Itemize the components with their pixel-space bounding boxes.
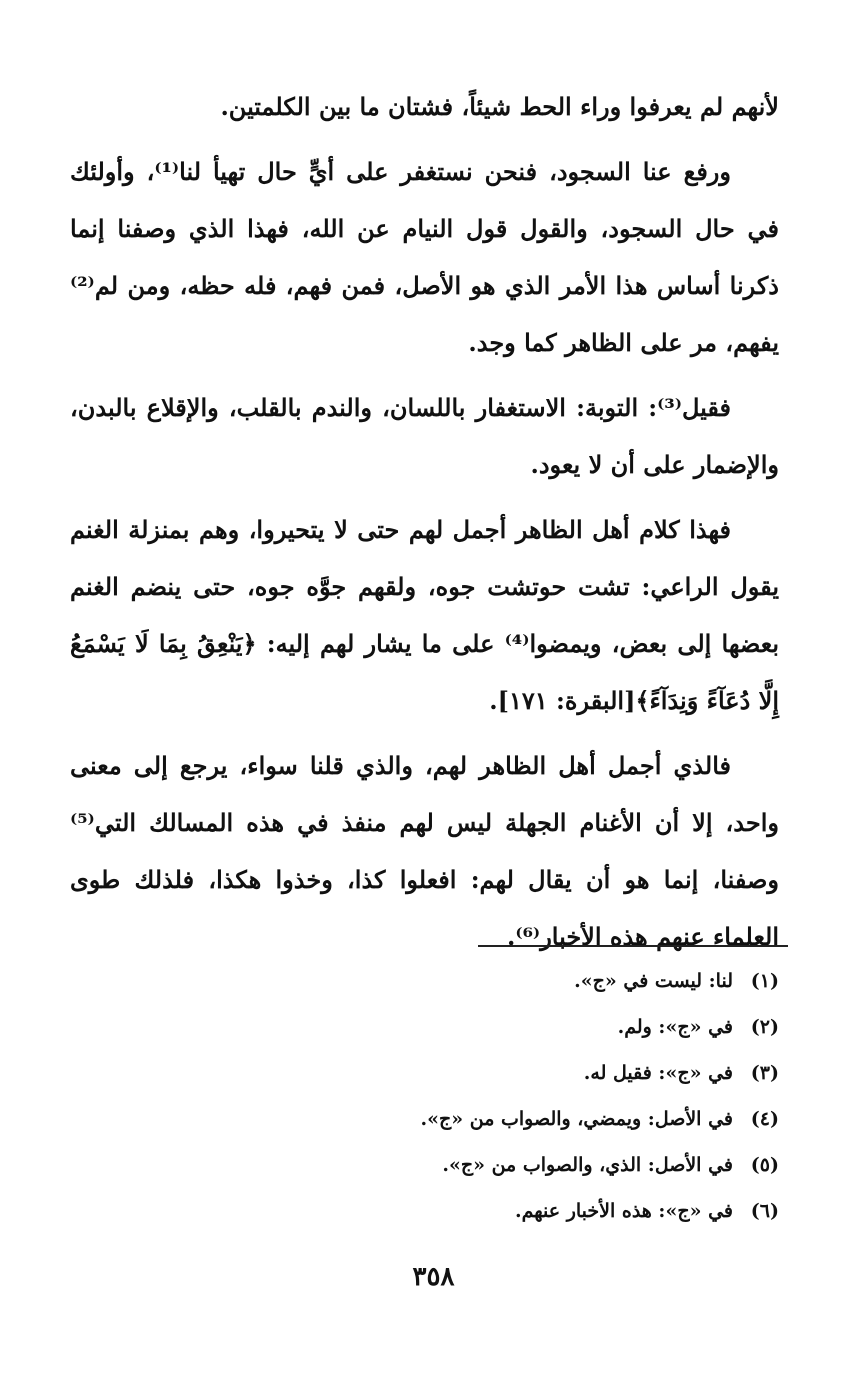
- paragraph-2: ورفع عنا السجود، فنحن نستغفر على أيٍّ حال تهيأ لنا⁽¹⁾، وأولئك في حال السجود، والقول قول النيام عن الله، فهذا الذي وصفنا إنما ذكرنا أساس هذا الأمر الذي هو الأصل، فمن فهم، فله حظه، ومن لم⁽²⁾ يفهم، مر على الظاهر كما وجد.: [70, 157, 779, 357]
- main-text: [70, 78, 779, 973]
- paragraph-3: فقيل⁽³⁾: التوبة: الاستغفار باللسان، والندم بالقلب، والإقلاع بالبدن، والإضمار على أن لا يعود.: [70, 393, 779, 479]
- footnote-text: في «ج»: هذه الأخبار عنهم.: [515, 1200, 733, 1222]
- footnote-number: (٥): [750, 1154, 779, 1176]
- footnote-1: [70, 958, 779, 1004]
- footnote-number: (٢): [750, 1016, 779, 1038]
- footnote-4: [70, 1096, 779, 1142]
- page-number: ٣٥٨: [412, 1262, 455, 1292]
- footnote-number: (١): [750, 970, 779, 992]
- paragraph-4: فهذا كلام أهل الظاهر أجمل لهم حتى لا يتحيروا، وهم بمنزلة الغنم يقول الراعي: تشت حوتشت جوه، ولقهم جوَّه جوه، حتى ينضم الغنم بعضها إلى بعض، ويمضوا⁽⁴⁾ على ما يشار لهم إليه: ﴿يَنْعِقُ بِمَا لَا يَسْمَعُ إِلَّا دُعَآءً وَنِدَآءً﴾[البقرة: ١٧١].: [70, 515, 779, 715]
- footnote-text: في الأصل: ويمضي، والصواب من «ج».: [420, 1108, 733, 1130]
- footnote-3: [70, 1050, 779, 1096]
- footnotes: [70, 958, 779, 1234]
- footnote-5: [70, 1142, 779, 1188]
- footnote-text: في «ج»: ولم.: [617, 1016, 733, 1038]
- footnote-text: في «ج»: فقيل له.: [583, 1062, 733, 1084]
- footnote-text: لنا: ليست في «ج».: [574, 970, 733, 992]
- paragraph-1: لأنهم لم يعرفوا وراء الحط شيئاً، فشتان ما بين الكلمتين.: [220, 92, 779, 121]
- footnote-text: في الأصل: الذي، والصواب من «ج».: [442, 1154, 733, 1176]
- paragraph-5: فالذي أجمل أهل الظاهر لهم، والذي قلنا سواء، يرجع إلى معنى واحد، إلا أن الأغنام الجهلة ليس لهم منفذ في هذه المسالك التي⁽⁵⁾ وصفنا، إنما هو أن يقال لهم: افعلوا كذا، وخذوا هكذا، فلذلك طوى العلماء عنهم هذه الأخبار⁽⁶⁾.: [70, 751, 779, 951]
- footnote-number: (٤): [750, 1108, 779, 1130]
- footnote-2: [70, 1004, 779, 1050]
- footnote-number: (٦): [750, 1200, 779, 1222]
- footnote-number: (٣): [750, 1062, 779, 1084]
- footnote-divider: [478, 945, 788, 947]
- footnote-6: [70, 1188, 779, 1234]
